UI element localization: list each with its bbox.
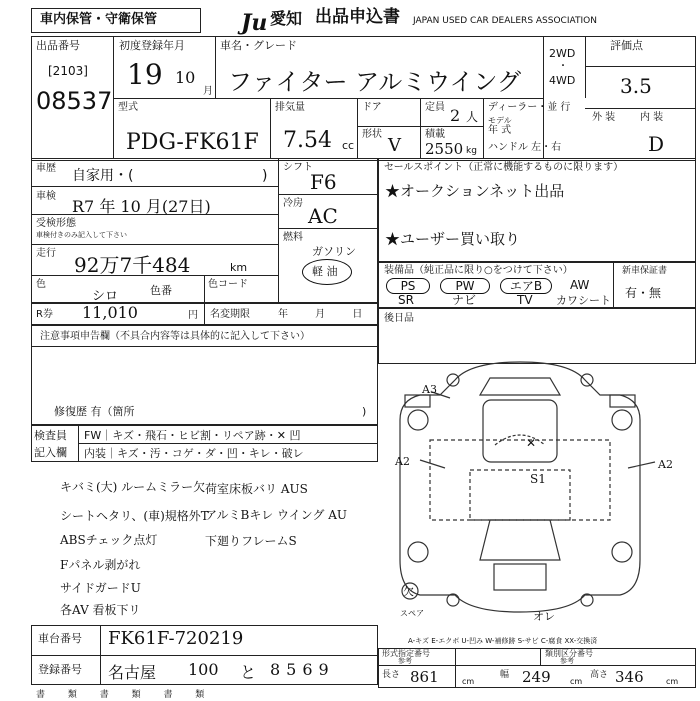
mileage-unit: km [230, 261, 248, 274]
reg-area: 名古屋 [108, 663, 157, 682]
exterior-label: 外 装 [592, 112, 616, 123]
note-line-2: シートヘタリ、(車)規格外T [60, 509, 209, 523]
model-year-label: モデル [488, 116, 512, 125]
reg-month: 10 [175, 68, 196, 87]
equip-leather: カワシート [556, 294, 611, 307]
equip-navi: ナビ [452, 293, 477, 307]
equipment-label: 装備品（純正品に限り○をつけて下さい） [384, 265, 573, 276]
damage-mark-a2-right: A2 [658, 458, 673, 471]
history-close: ) [262, 168, 268, 184]
equip-aw: AW [570, 278, 590, 292]
ac-value: AC [308, 204, 338, 228]
note-line-3: ABSチェック点灯 [60, 533, 158, 547]
damage-mark-a2-left: A2 [395, 455, 410, 468]
inspection-value: R7 年 10 月(27日) [72, 197, 211, 216]
recycle-value: 11,010 [82, 303, 138, 322]
sales-point-1: ★オークションネット出品 [385, 182, 565, 200]
fuel-diesel: 軽 油 [312, 265, 338, 278]
note-right-2: アルミBキレ ウイング AU [205, 508, 348, 522]
entry-label: 記入欄 [34, 446, 67, 459]
color-value: シロ [92, 289, 119, 304]
spare-label: スペア [400, 609, 424, 618]
drive-2wd: 2WD [549, 47, 576, 60]
recycle-unit: 円 [188, 310, 198, 321]
logo-aichi: 愛知 [270, 9, 303, 28]
reg-label: 初度登録年月 [119, 39, 185, 52]
shape-value: V [388, 135, 401, 156]
dim-sub: 参考 [398, 657, 412, 665]
spare-symbol: 欠 [403, 585, 414, 598]
cat-label: 類別区分番号 [545, 649, 593, 658]
drive-dot: ・ [558, 61, 568, 72]
equip-tv: TV [517, 293, 533, 307]
color-label: 色 [36, 279, 46, 290]
note-line-1: キバミ(大) ルームミラー欠 [60, 480, 206, 494]
new-warranty-label: 新車保証書 [622, 266, 668, 276]
month-unit: 月 [203, 86, 213, 97]
note-right-1: 荷室床板バリ AUS [205, 482, 308, 496]
new-warranty-value: 有・無 [625, 286, 662, 300]
lot-small: [2103] [48, 64, 88, 78]
drive-4wd: 4WD [549, 74, 576, 87]
history-value: 自家用・( [72, 168, 134, 184]
width-value: 249 [522, 668, 551, 686]
car-name: ファイター アルミウイング [228, 68, 521, 96]
door-label: ドア [362, 102, 382, 113]
note-line-6: 各AV 看板下リ [60, 603, 141, 617]
chassis-label: 車台番号 [38, 632, 82, 645]
interior-value: D [648, 132, 665, 156]
caution-label: 注意事項申告欄（不具合内容等は具体的に記入して下さい） [40, 331, 310, 342]
reg-year: 19 [127, 58, 163, 91]
dealer-label: ディーラー・並 行 [488, 102, 571, 113]
note-line-5: サイドガードU [60, 581, 141, 595]
damage-mark-ore: オレ [533, 610, 555, 623]
equip-pw: PW [440, 278, 490, 294]
association-name: JAPAN USED CAR DEALERS ASSOCIATION [413, 16, 597, 26]
length-label: 長さ [382, 670, 401, 680]
year-label: 年 式 [488, 125, 512, 136]
receipt-label: 受検形態 [36, 218, 76, 229]
damage-mark-x: ✕ [526, 436, 537, 450]
name-change-value: 年 月 日 [278, 309, 363, 320]
repair-close: ) [362, 405, 367, 418]
width-label: 幅 [500, 670, 510, 680]
disp-value: 7.54 [283, 128, 332, 153]
note-right-3: 下廻りフレームS [205, 534, 297, 548]
interior-label: 内 装 [640, 112, 664, 123]
shape-label: 形状 [362, 129, 382, 140]
lot-label: 出品番号 [36, 39, 80, 52]
repair-label: 修復歴 有（箇所 [54, 405, 135, 418]
height-value: 346 [615, 668, 644, 686]
height-label: 高さ [590, 670, 609, 680]
bottom-labels: 書 類 書 類 書 類 [36, 690, 205, 700]
dim-unit-width: cm [570, 677, 583, 686]
reg-num: 8569 [270, 660, 335, 679]
load-value: 2550 [425, 140, 464, 158]
load-unit: kg [466, 146, 477, 156]
damage-legend: A-キズ E-エクボ U-凹み W-補修跡 S-サビ C-腐食 XX-交換済 [408, 637, 598, 645]
storage-badge-text: 車内保管・守衛保管 [40, 12, 158, 27]
damage-mark-a3: A3 [422, 383, 437, 396]
capacity-unit: 人 [466, 110, 479, 124]
shift-label: シフト [283, 162, 313, 173]
interior-row: 内装｜キズ・汚・コゲ・ダ・凹・キレ・破レ [84, 447, 304, 460]
fw-row: FW｜キズ・飛石・ヒビ割・リペア跡・✕ 凹 [84, 429, 301, 442]
page-title: 出品申込書 [315, 7, 400, 27]
history-label: 車歴 [36, 163, 56, 174]
cat-sub: 参考 [560, 657, 574, 665]
disp-label: 排気量 [275, 102, 305, 113]
color-code-label: 色コード [208, 279, 248, 290]
equip-airbag: エアB [500, 278, 552, 294]
damage-mark-s1: S1 [530, 472, 546, 486]
dim-unit-length: cm [462, 677, 475, 686]
equip-sr: SR [398, 293, 414, 307]
score-label: 評価点 [610, 39, 643, 52]
fuel-label: 燃料 [283, 232, 303, 243]
inspection-label: 車検 [36, 191, 56, 202]
mileage-label: 走行 [36, 248, 56, 259]
ac-label: 冷房 [283, 198, 303, 209]
color-no-label: 色番 [150, 284, 172, 297]
dim-unit-height: cm [666, 677, 679, 686]
rear-label: 後日品 [384, 313, 414, 324]
disp-unit: cc [342, 139, 355, 152]
score-value: 3.5 [620, 74, 652, 98]
model-value: PDG-FK61F [126, 130, 259, 155]
equip-ps: PS [386, 278, 430, 294]
load-label: 積載 [425, 129, 445, 140]
mileage-value: 92万7千484 [74, 253, 191, 277]
ju-logo-icon: Ju [241, 10, 268, 36]
chassis-number: FK61F-720219 [108, 628, 244, 649]
note-line-4: Fパネル剥がれ [60, 558, 141, 572]
fuel-gasoline: ガソリン [312, 245, 356, 258]
shift-value: F6 [310, 170, 337, 194]
name-label: 車名・グレード [220, 39, 297, 52]
lot-number: 08537 [36, 87, 113, 115]
length-value: 861 [410, 668, 439, 686]
reg-kana: と [240, 663, 257, 682]
sales-label: セールスポイント（正常に機能するものに限ります） [384, 162, 624, 173]
dim-label: 形式指定番号 [382, 649, 430, 658]
receipt-note: 車検付きのみ記入して下さい [36, 231, 127, 239]
inspector-label: 検査員 [34, 429, 67, 442]
reg-no-label: 登録番号 [38, 663, 82, 676]
handle-label: ハンドル 左・右 [488, 142, 562, 153]
sales-point-2: ★ユーザー買い取り [385, 230, 521, 248]
recycle-label: R券 [36, 309, 53, 320]
model-label: 型式 [118, 102, 138, 113]
reg-class: 100 [188, 660, 219, 679]
capacity-value: 2 [450, 106, 461, 125]
capacity-label: 定員 [425, 102, 445, 113]
name-change-label: 名変期限 [210, 309, 250, 320]
